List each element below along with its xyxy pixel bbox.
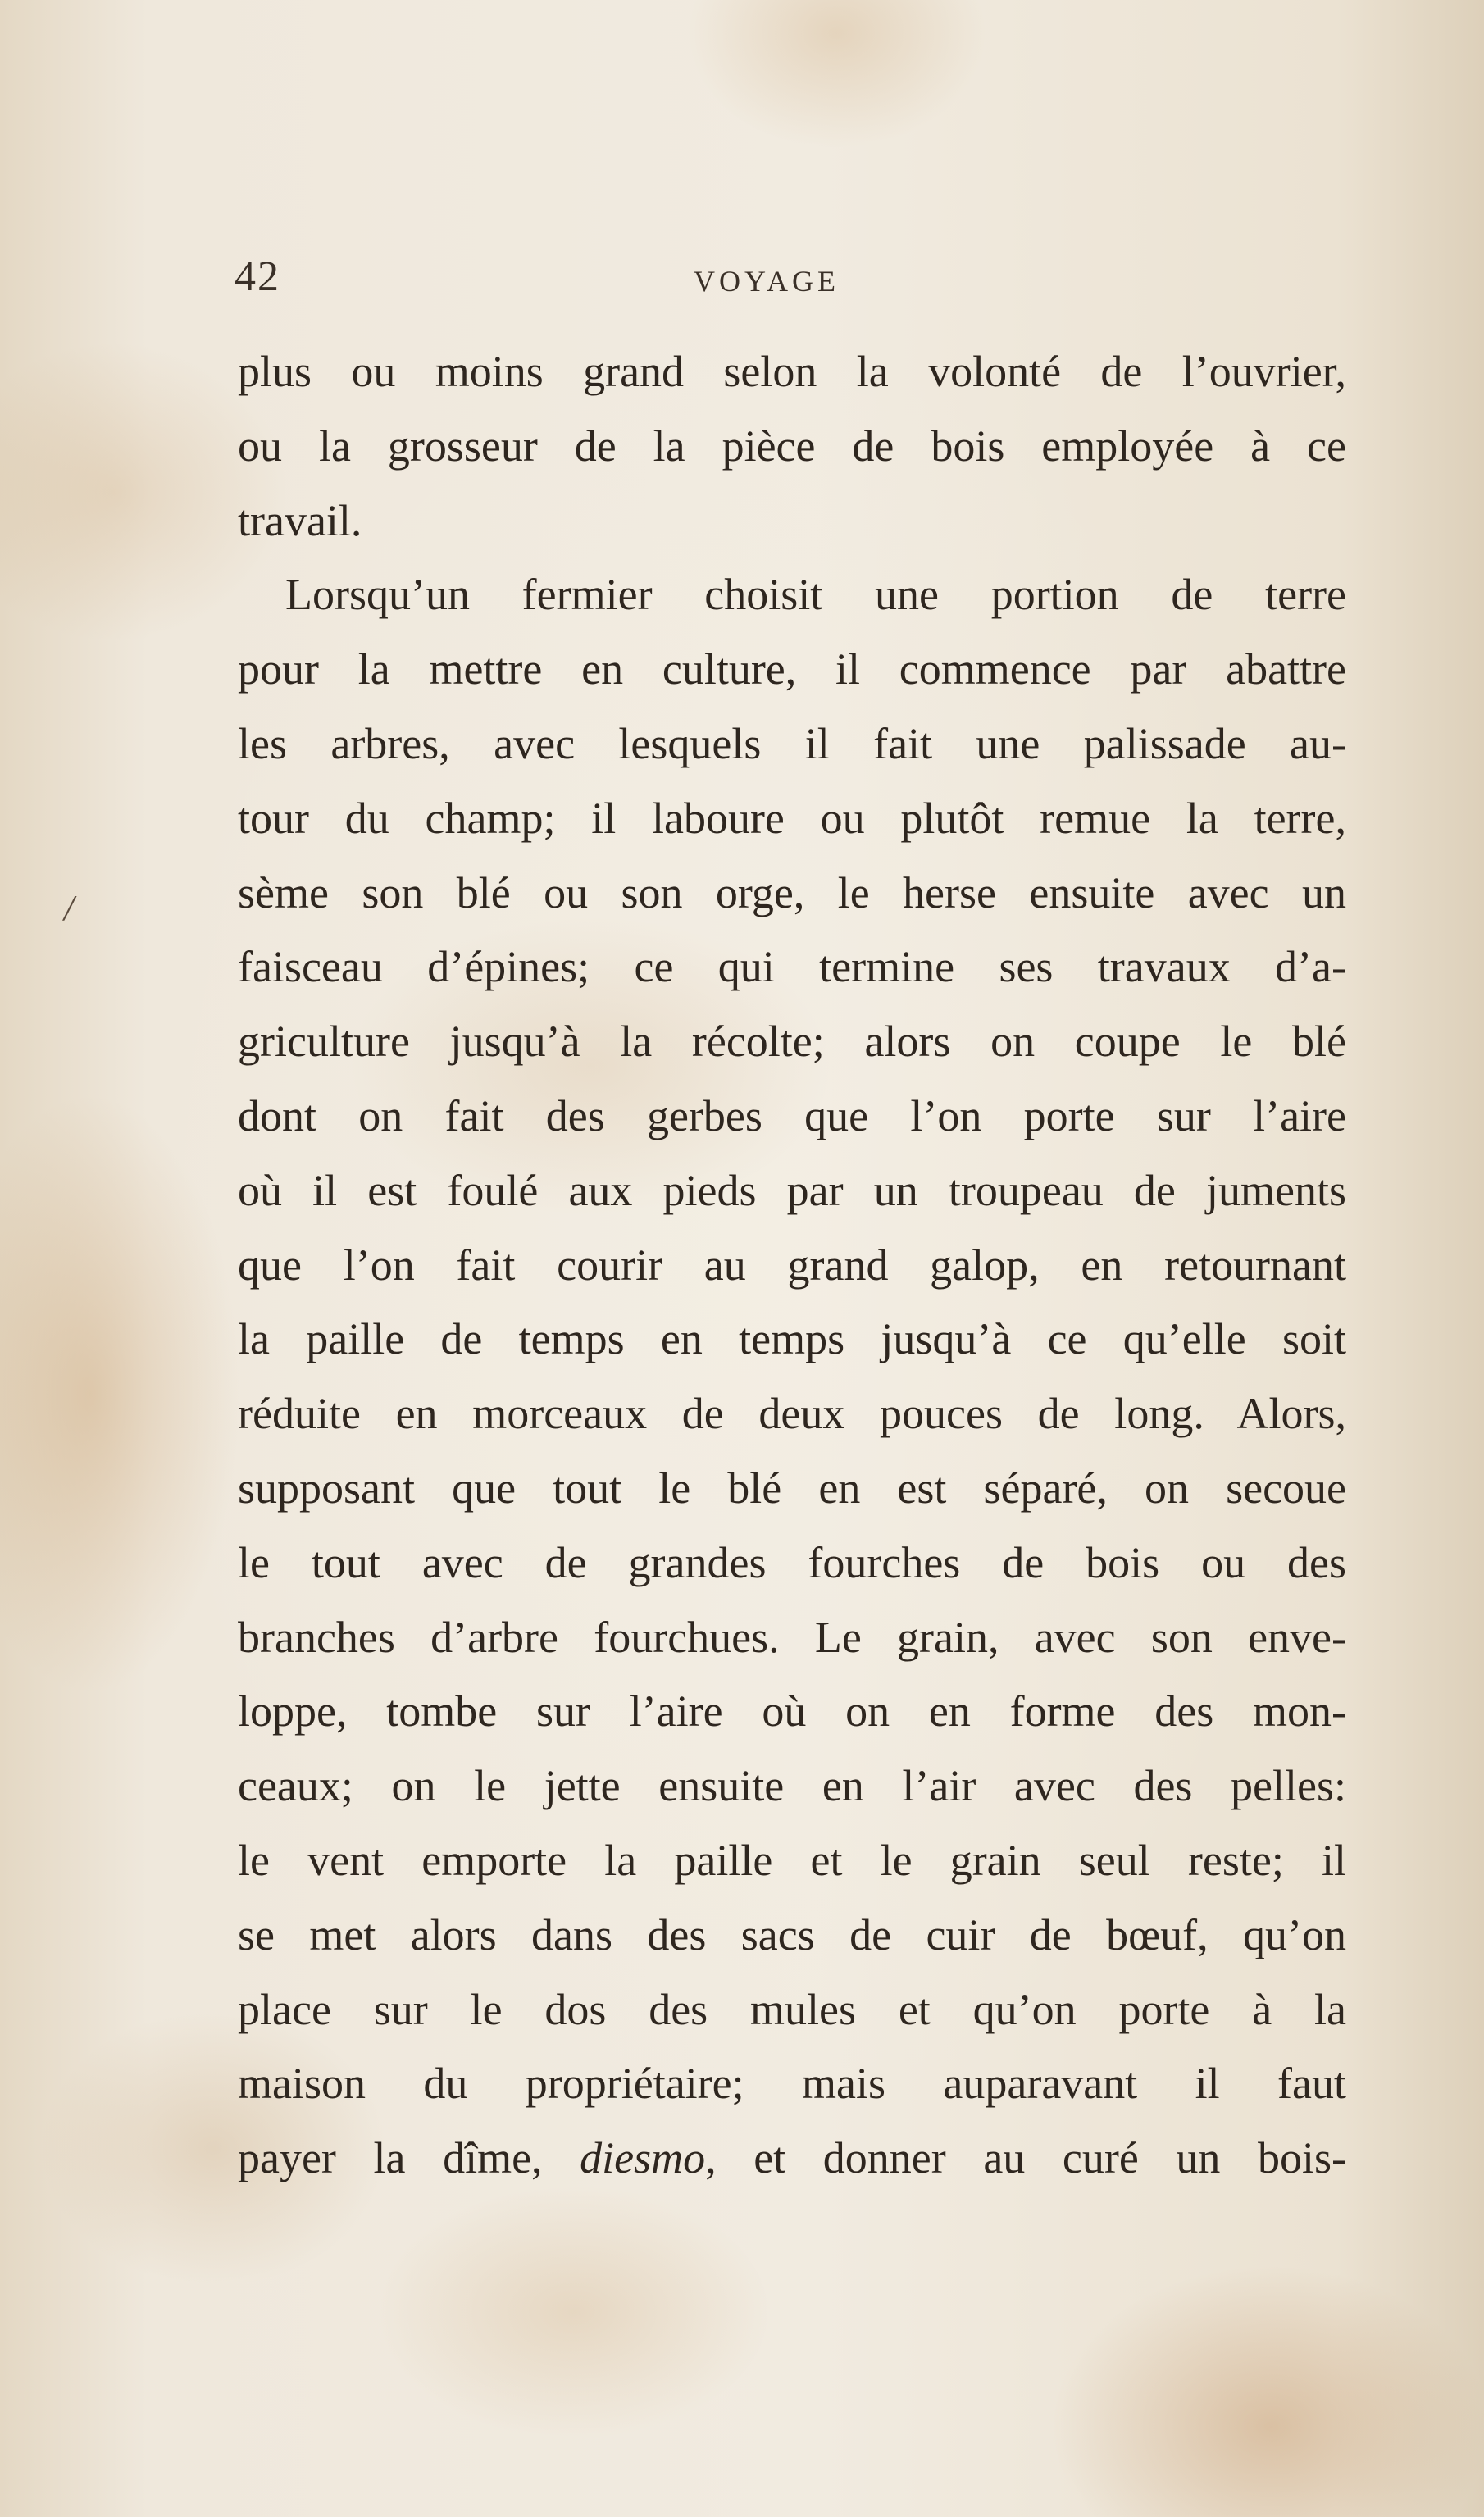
text-line: loppe, tombe sur l’aire où on en forme des mon-	[238, 1686, 1346, 1736]
text-line: faisceau d’épines; ce qui termine ses travaux d’a-	[238, 942, 1346, 992]
text-line: plus ou moins grand selon la volonté de l’ouvrier,	[238, 347, 1346, 396]
text-line: griculture jusqu’à la récolte; alors on coupe le blé	[238, 1017, 1346, 1067]
text-line: où il est foulé aux pieds par un troupeau de juments	[238, 1165, 1346, 1215]
final-line-start: payer la dîme,	[238, 2133, 580, 2183]
text-line: la paille de temps en temps jusqu’à ce qu’elle soit	[238, 1314, 1346, 1364]
text-line: que l’on fait courir au grand galop, en retournant	[238, 1240, 1346, 1290]
text-line: maison du propriétaire; mais auparavant il faut	[238, 2059, 1346, 2109]
text-line: ou la grosseur de la pièce de bois employée à ce	[238, 421, 1346, 471]
paragraph-start-line: Lorsqu’un fermier choisit une portion de terre	[285, 570, 1346, 620]
text-line: le tout avec de grandes fourches de bois ou des	[238, 1537, 1346, 1587]
text-line: les arbres, avec lesquels il fait une palissade au-	[238, 718, 1346, 768]
text-line: le vent emporte la paille et le grain seul reste; il	[238, 1835, 1346, 1885]
text-line: dont on fait des gerbes que l’on porte sur l’aire	[238, 1090, 1346, 1140]
margin-pencil-mark: /	[64, 888, 75, 928]
final-text-line	[238, 2121, 1346, 2196]
text-line: pour la mettre en culture, il commence par abattre	[238, 644, 1346, 694]
running-title: VOYAGE	[694, 265, 840, 298]
text-line: réduite en morceaux de deux pouces de long. Alors,	[238, 1389, 1346, 1439]
body-text	[238, 335, 1346, 2196]
text-line: supposant que tout le blé en est séparé, on secoue	[238, 1463, 1346, 1513]
text-line: place sur le dos des mules et qu’on porte à la	[238, 1984, 1346, 2034]
text-line: ceaux; on le jette ensuite en l’air avec des pelles:	[238, 1761, 1346, 1811]
text-line: sème son blé ou son orge, le herse ensuite avec un	[238, 867, 1346, 917]
text-line: tour du champ; il laboure ou plutôt remue la terre,	[238, 793, 1346, 843]
final-line-end: , et donner au curé un bois-	[705, 2133, 1346, 2183]
text-line: travail.	[238, 495, 362, 545]
text-line: se met alors dans des sacs de cuir de bœuf, qu’on	[238, 1909, 1346, 1959]
italic-term: diesmo	[580, 2133, 706, 2183]
page-number: 42	[234, 253, 280, 300]
text-line: branches d’arbre fourchues. Le grain, avec son enve-	[238, 1612, 1346, 1662]
